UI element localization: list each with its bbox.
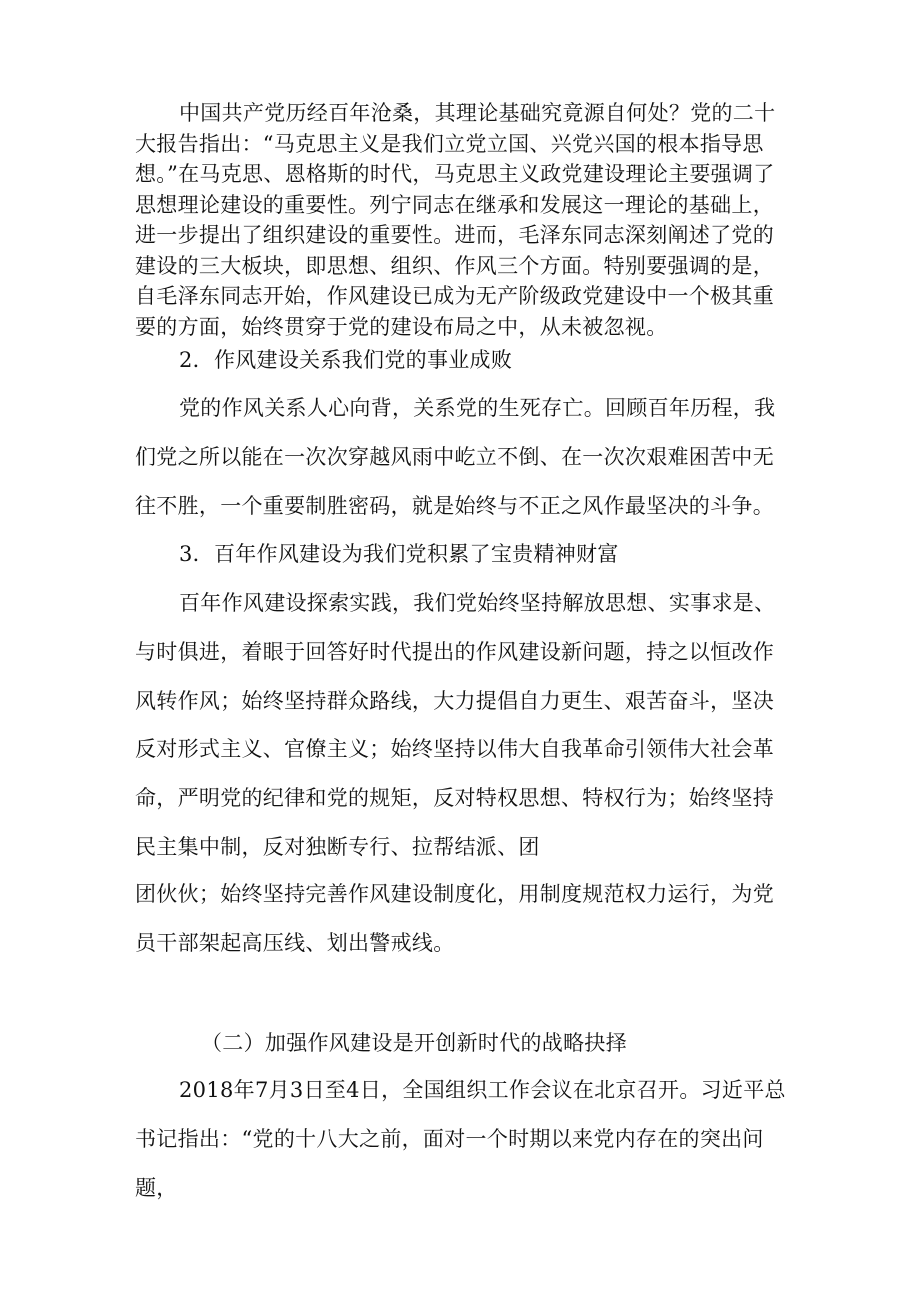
heading-spiritual-wealth: 3．百年作风建设为我们党积累了宝贵精神财富	[179, 542, 619, 566]
paragraph-style-and-survival: 党的作风关系人心向背，关系党的生死存亡。回顾百年历程，我们党之所以能在一次次穿越风雨中屹立不倒、在一次次艰难困苦中无往不胜，一个重要制胜密码，就是始终与不正之风作最坚决的斗争。	[135, 396, 776, 518]
paragraph-style-institutionalization: 团伙伙；始终坚持完善作风建设制度化，用制度规范权力运行，为党员干部架起高压线、划出警戒线。	[135, 882, 774, 955]
heading-style-affects-success: 2．作风建设关系我们党的事业成败	[179, 348, 513, 372]
section-heading-strategic-choice: （二）加强作风建设是开创新时代的战略抉择	[201, 1031, 627, 1055]
paragraph-party-theory-origin: 中国共产党历经百年沧桑，其理论基础究竟源自何处？党的二十大报告指出：“马克思主义是我们立党立国、兴党兴国的根本指导思想。”在马克思、恩格斯的时代，马克思主义政党建设理论主要强调了思想理论建设的重要性。列宁同志在继承和发展这一理论的基础上，进一步提出了组织建设的重要性。进而，毛泽东同志深刻阐述了党的建设的三大板块，即思想、组织、作风三个方面。特别要强调的是，自毛泽东同志开始，作风建设已成为无产阶级政党建设中一个极其重要的方面，始终贯穿于党的建设布局之中，从未被忽视。	[135, 101, 776, 339]
paragraph-organization-conference: 2018年7月3日至4日，全国组织工作会议在北京召开。习近平总书记指出：“党的十八大之前，面对一个时期以来党内存在的突出问题，	[135, 1078, 786, 1200]
paragraph-style-practice: 百年作风建设探索实践，我们党始终坚持解放思想、实事求是、与时俱进，着眼于回答好时代提出的作风建设新问题，持之以恒改作风转作风；始终坚持群众路线，大力提倡自力更生、艰苦奋斗，坚决反对形式主义、官僚主义；始终坚持以伟大自我革命引领伟大社会革命，严明党的纪律和党的规矩，反对特权思想、特权行为；始终坚持民主集中制，反对独断专行、拉帮结派、团	[135, 591, 776, 859]
